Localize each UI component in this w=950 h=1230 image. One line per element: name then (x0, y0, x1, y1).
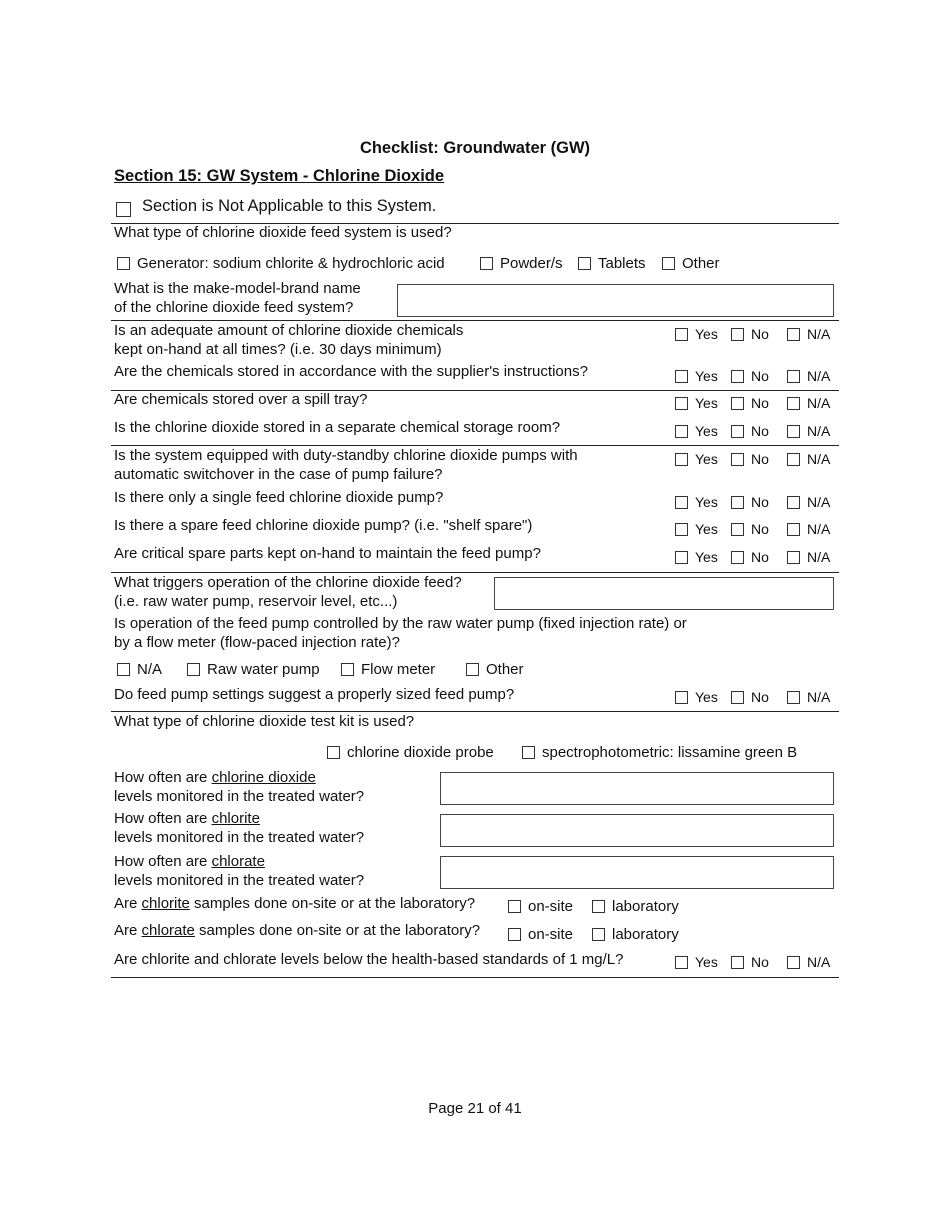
checkbox[interactable] (787, 551, 800, 564)
feed-option-powder[interactable]: Powder/s (480, 255, 563, 272)
checkbox[interactable] (341, 663, 354, 676)
yes-option[interactable]: Yes (675, 368, 718, 384)
checkbox[interactable] (662, 257, 675, 270)
question-monitor-chlorine-dioxide: How often are chlorine dioxide levels monitored in the treated water? (114, 769, 365, 805)
feed-option-other[interactable]: Other (662, 255, 720, 272)
not-applicable-option[interactable] (116, 196, 436, 217)
no-option[interactable]: No (731, 689, 769, 705)
checkbox[interactable] (466, 663, 479, 676)
checkbox[interactable] (675, 425, 688, 438)
checkbox[interactable] (731, 956, 744, 969)
question-spare-parts: Are critical spare parts kept on-hand to maintain the feed pump? (114, 545, 541, 562)
checkbox[interactable] (187, 663, 200, 676)
no-option[interactable]: No (731, 423, 769, 439)
question-below-standard: Are chlorite and chlorate levels below the health-based standards of 1 mg/L? (114, 951, 624, 968)
checkbox[interactable] (731, 397, 744, 410)
no-option[interactable]: No (731, 395, 769, 411)
checkbox[interactable] (522, 746, 535, 759)
question-make-model: What is the make-model-brand name of the chlorine dioxide feed system? (114, 280, 361, 316)
question-adequate: Is an adequate amount of chlorine dioxide chemicals kept on-hand at all times? (i.e. 30 days minimum) (114, 322, 464, 358)
chlorate-option-laboratory[interactable]: laboratory (592, 926, 679, 943)
na-option[interactable]: N/A (787, 326, 830, 342)
feed-option-tablets[interactable]: Tablets (578, 255, 646, 272)
question-spare-pump: Is there a spare feed chlorine dioxide pump? (i.e. "shelf spare") (114, 517, 533, 534)
checkbox[interactable] (675, 453, 688, 466)
monitor-chlorine-dioxide-field[interactable] (440, 772, 834, 805)
control-option-na[interactable]: N/A (117, 661, 162, 678)
question-chlorate-samples: Are chlorate samples done on-site or at the laboratory? (114, 922, 481, 939)
checkbox[interactable] (787, 425, 800, 438)
checkbox[interactable] (731, 453, 744, 466)
yes-option[interactable]: Yes (675, 326, 718, 342)
yes-option[interactable]: Yes (675, 954, 718, 970)
no-option[interactable]: No (731, 368, 769, 384)
monitor-chlorite-field[interactable] (440, 814, 834, 847)
checkbox[interactable] (117, 257, 130, 270)
checkbox[interactable] (731, 496, 744, 509)
question-duty-standby: Is the system equipped with duty-standby chlorine dioxide pumps with automatic switchover in the case of pump failure? (114, 447, 578, 483)
control-option-other[interactable]: Other (466, 661, 524, 678)
test-kit-option-probe[interactable]: chlorine dioxide probe (327, 744, 494, 761)
yes-option[interactable]: Yes (675, 423, 718, 439)
not-applicable-label: Section is Not Applicable to this System. (142, 197, 437, 215)
control-option-raw-water-pump[interactable]: Raw water pump (187, 661, 320, 678)
checkbox[interactable] (731, 425, 744, 438)
document-title: Checklist: Groundwater (GW) (359, 139, 591, 157)
question-single-pump: Is there only a single feed chlorine dioxide pump? (114, 489, 444, 506)
checkbox[interactable] (675, 370, 688, 383)
na-option[interactable]: N/A (787, 423, 830, 439)
checkbox[interactable] (731, 370, 744, 383)
checkbox[interactable] (787, 496, 800, 509)
checkbox[interactable] (731, 523, 744, 536)
chlorite-option-laboratory[interactable]: laboratory (592, 898, 679, 915)
question-separate-room: Is the chlorine dioxide stored in a separate chemical storage room? (114, 419, 561, 436)
checkbox[interactable] (787, 453, 800, 466)
checkbox[interactable] (675, 397, 688, 410)
no-option[interactable]: No (731, 326, 769, 342)
no-option[interactable]: No (731, 521, 769, 537)
na-option[interactable]: N/A (787, 494, 830, 510)
monitor-chlorate-field[interactable] (440, 856, 834, 889)
no-option[interactable]: No (731, 549, 769, 565)
na-option[interactable]: N/A (787, 689, 830, 705)
checkbox[interactable] (592, 900, 605, 913)
question-monitor-chlorite: How often are chlorite levels monitored in the treated water? (114, 810, 365, 846)
not-applicable-checkbox[interactable] (116, 202, 131, 217)
yes-option[interactable]: Yes (675, 395, 718, 411)
yes-option[interactable]: Yes (675, 549, 718, 565)
make-model-field[interactable] (397, 284, 834, 317)
question-monitor-chlorate: How often are chlorate levels monitored in the treated water? (114, 853, 365, 889)
checkbox[interactable] (675, 496, 688, 509)
question-feed-type: What type of chlorine dioxide feed system is used? (114, 224, 452, 241)
section-title: Section 15: GW System - Chlorine Dioxide (114, 167, 445, 185)
question-test-kit: What type of chlorine dioxide test kit is used? (114, 713, 415, 730)
triggers-field[interactable] (494, 577, 834, 610)
question-sized: Do feed pump settings suggest a properly sized feed pump? (114, 686, 515, 703)
checkbox[interactable] (787, 956, 800, 969)
checkbox[interactable] (327, 746, 340, 759)
question-chlorite-samples: Are chlorite samples done on-site or at the laboratory? (114, 895, 476, 912)
checkbox[interactable] (787, 523, 800, 536)
no-option[interactable]: No (731, 451, 769, 467)
divider (111, 977, 839, 978)
checkbox[interactable] (480, 257, 493, 270)
checkbox[interactable] (675, 956, 688, 969)
checkbox[interactable] (731, 551, 744, 564)
checkbox[interactable] (787, 370, 800, 383)
yes-option[interactable]: Yes (675, 451, 718, 467)
checkbox[interactable] (675, 551, 688, 564)
chlorite-option-on-site[interactable]: on-site (508, 898, 573, 915)
control-option-flow-meter[interactable]: Flow meter (341, 661, 435, 678)
checkbox[interactable] (675, 691, 688, 704)
checkbox[interactable] (117, 663, 130, 676)
yes-option[interactable]: Yes (675, 494, 718, 510)
na-option[interactable]: N/A (787, 368, 830, 384)
na-option[interactable]: N/A (787, 395, 830, 411)
checkbox[interactable] (731, 328, 744, 341)
page-number: Page 21 of 41 (428, 1100, 522, 1117)
checkbox[interactable] (675, 523, 688, 536)
question-controlled: Is operation of the feed pump controlled by the raw water pump (fixed injection rate) or by a flow meter (flow-paced injection rate)? (114, 615, 687, 651)
checkbox[interactable] (787, 397, 800, 410)
na-option[interactable]: N/A (787, 954, 830, 970)
no-option[interactable]: No (731, 494, 769, 510)
yes-option[interactable]: Yes (675, 689, 718, 705)
checkbox[interactable] (675, 328, 688, 341)
checkbox[interactable] (592, 928, 605, 941)
question-triggers: What triggers operation of the chlorine dioxide feed? (i.e. raw water pump, reservoir level, etc...) (114, 574, 462, 610)
checkbox[interactable] (508, 928, 521, 941)
test-kit-option-spectrophotometric[interactable]: spectrophotometric: lissamine green B (522, 744, 797, 761)
yes-option[interactable]: Yes (675, 521, 718, 537)
question-spill-tray: Are chemicals stored over a spill tray? (114, 391, 368, 408)
question-stored-instructions: Are the chemicals stored in accordance with the supplier's instructions? (114, 363, 588, 380)
feed-option-generator[interactable]: Generator: sodium chlorite & hydrochloric acid (117, 255, 445, 272)
na-option[interactable]: N/A (787, 521, 830, 537)
checkbox[interactable] (578, 257, 591, 270)
checkbox[interactable] (731, 691, 744, 704)
checkbox[interactable] (787, 691, 800, 704)
checkbox[interactable] (787, 328, 800, 341)
na-option[interactable]: N/A (787, 451, 830, 467)
checkbox[interactable] (508, 900, 521, 913)
na-option[interactable]: N/A (787, 549, 830, 565)
no-option[interactable]: No (731, 954, 769, 970)
chlorate-option-on-site[interactable]: on-site (508, 926, 573, 943)
